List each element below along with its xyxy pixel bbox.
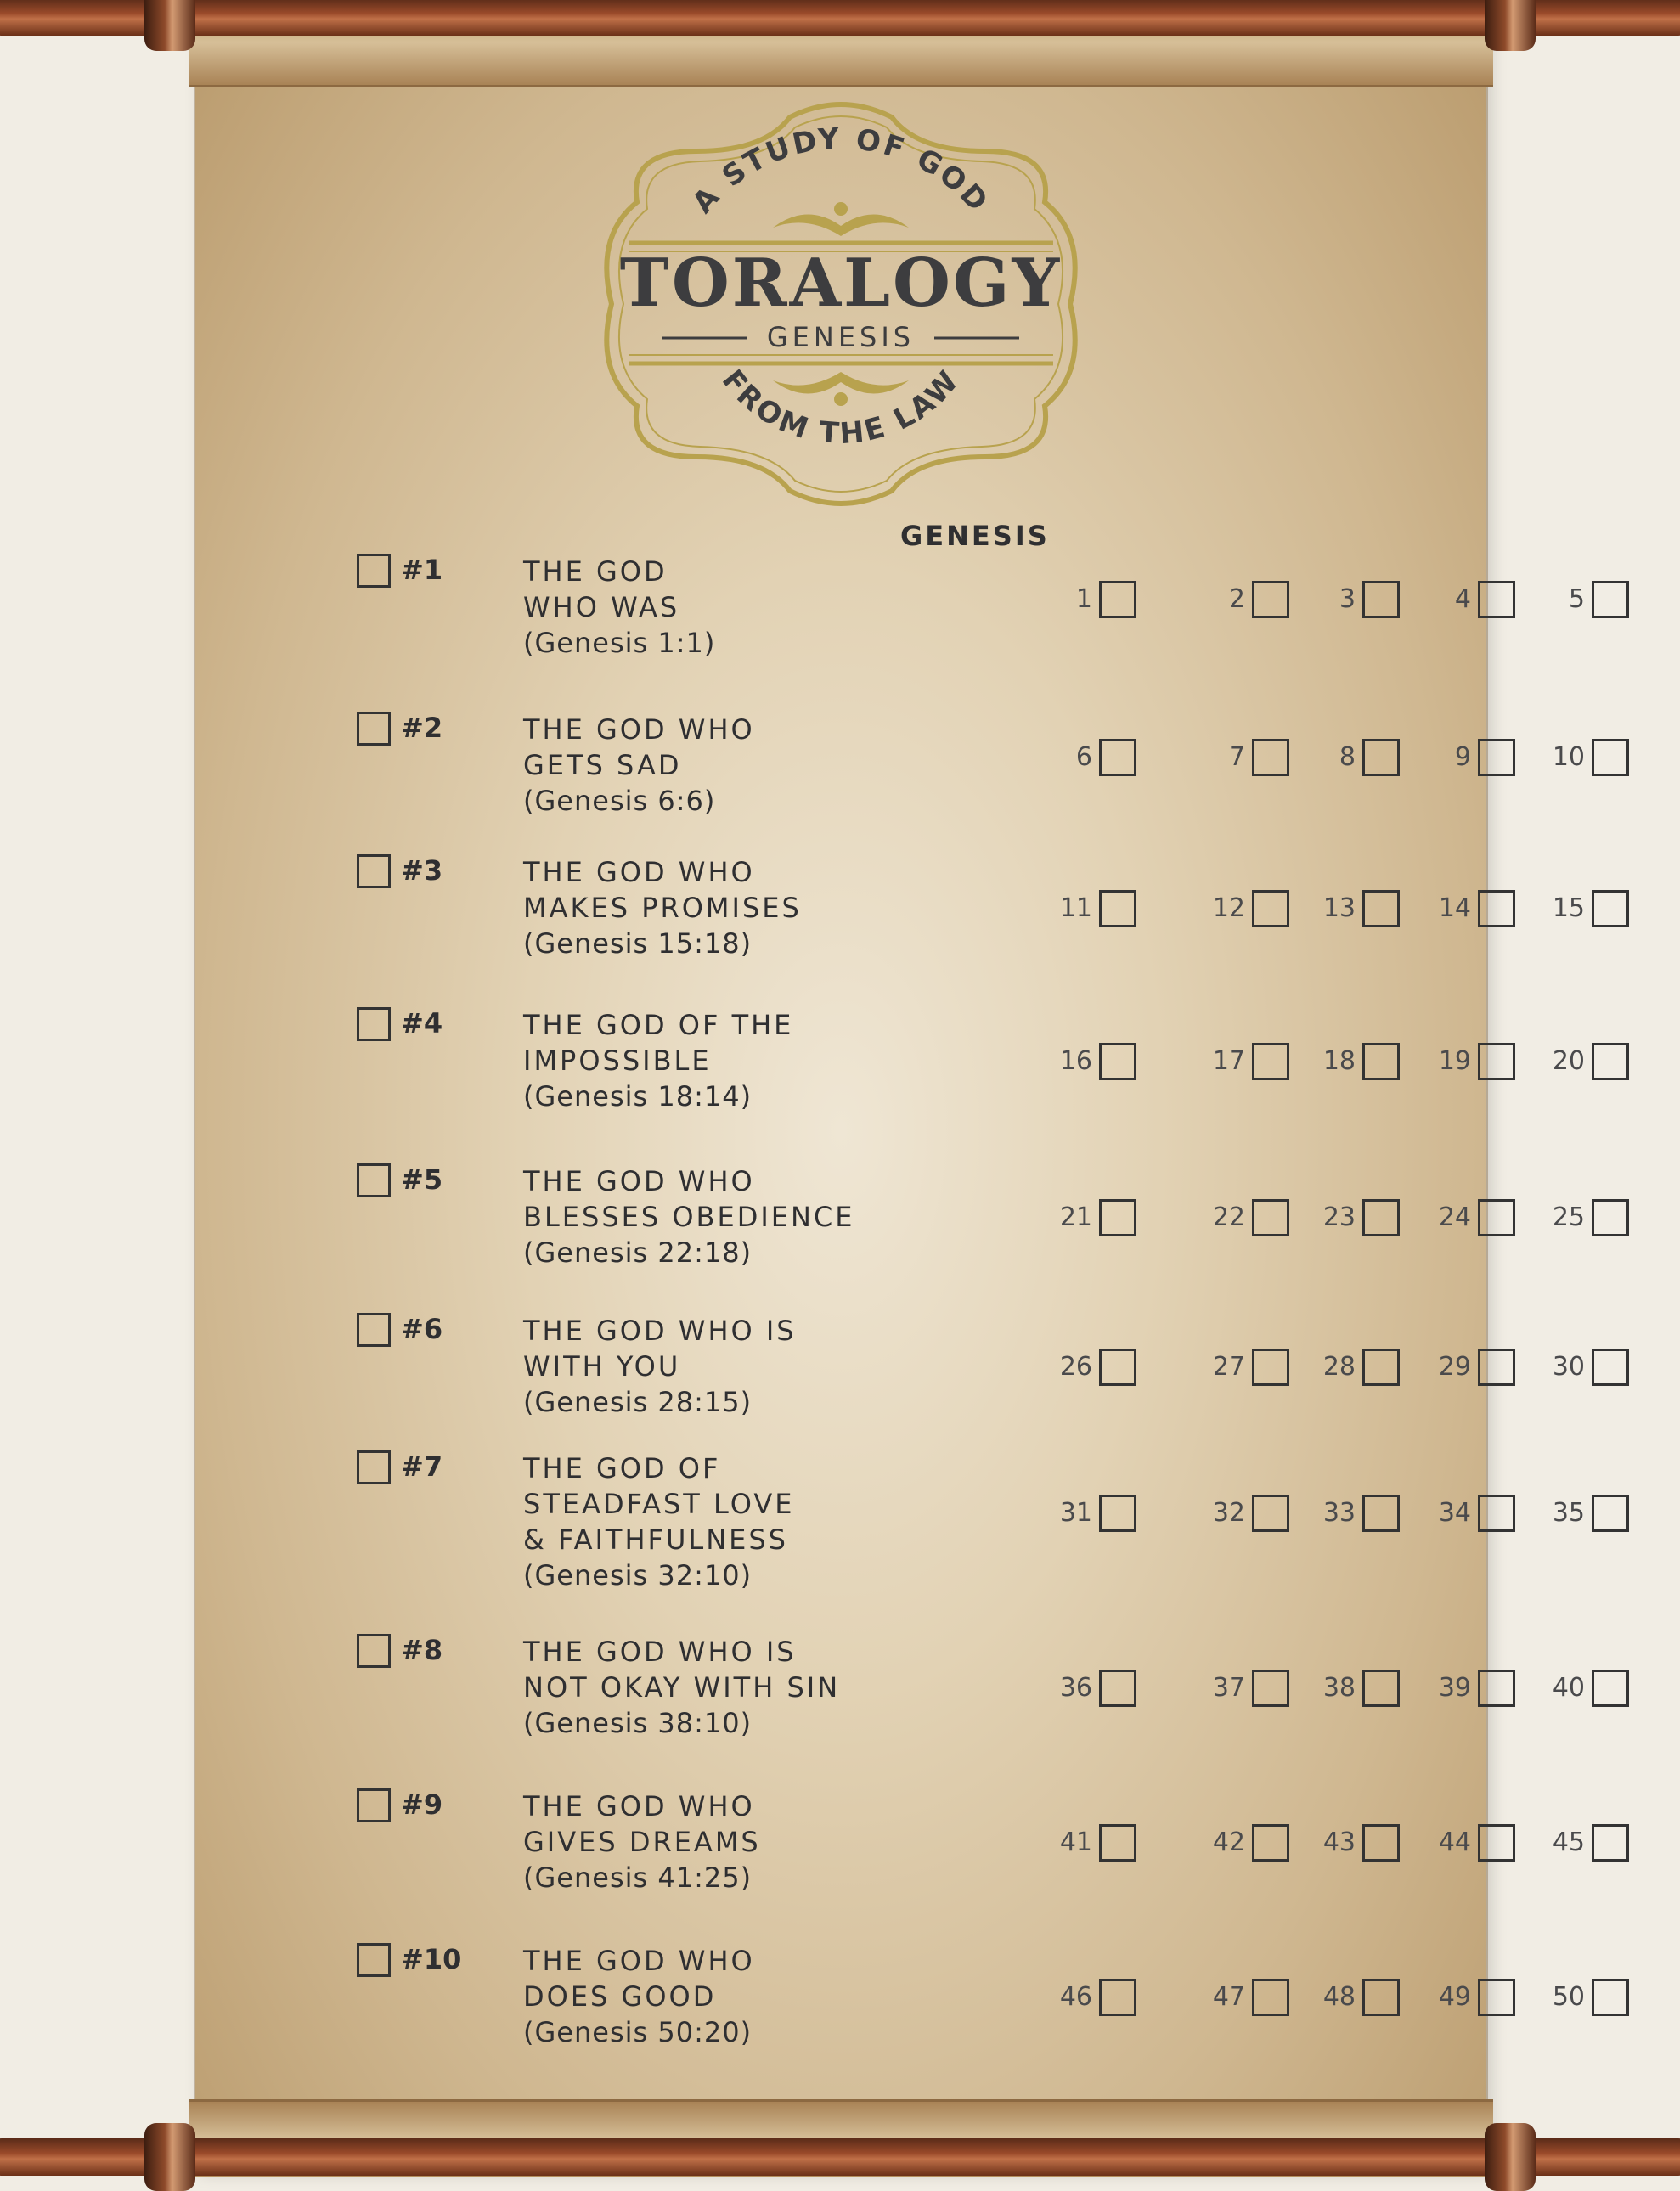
day-item bbox=[1357, 1495, 1629, 1532]
day-number: 23 bbox=[1322, 1203, 1356, 1232]
lesson-title-line: THE GOD WHO bbox=[523, 1945, 755, 1977]
day-tracker bbox=[890, 1495, 1585, 1532]
lesson-title bbox=[523, 554, 888, 661]
emblem-title: TORALOGY bbox=[619, 245, 1063, 322]
day-tracker bbox=[890, 581, 1585, 618]
lesson-title bbox=[523, 854, 888, 961]
day-checkbox[interactable] bbox=[1592, 1824, 1629, 1862]
day-item bbox=[1357, 1824, 1629, 1862]
lesson-number: #7 bbox=[401, 1450, 443, 1483]
day-number: 18 bbox=[1322, 1046, 1356, 1076]
day-number: 5 bbox=[1568, 584, 1585, 614]
lesson-checkbox[interactable] bbox=[357, 554, 391, 588]
lesson-title-line: THE GOD WHO IS bbox=[523, 1636, 797, 1668]
lesson-scripture-ref: (Genesis 22:18) bbox=[523, 1236, 753, 1269]
day-number: 25 bbox=[1552, 1203, 1585, 1232]
toralogy-emblem bbox=[578, 100, 1104, 508]
day-checkbox[interactable] bbox=[1592, 1349, 1629, 1386]
day-number: 36 bbox=[1059, 1673, 1092, 1703]
day-number: 38 bbox=[1322, 1673, 1356, 1703]
day-number: 12 bbox=[1212, 893, 1245, 923]
lesson-number: #3 bbox=[401, 854, 443, 887]
lesson-title bbox=[523, 1788, 888, 1895]
day-number: 31 bbox=[1059, 1498, 1092, 1528]
flourish-bottom-icon bbox=[773, 372, 909, 394]
day-checkbox[interactable] bbox=[1592, 1495, 1629, 1532]
lesson-title-line: WITH YOU bbox=[523, 1350, 681, 1383]
day-item bbox=[1357, 1199, 1629, 1236]
day-number: 16 bbox=[1059, 1046, 1092, 1076]
day-checkbox[interactable] bbox=[1592, 1043, 1629, 1080]
lesson-checkbox[interactable] bbox=[357, 854, 391, 888]
lesson-title-line: THE GOD WHO bbox=[523, 713, 755, 746]
day-number: 2 bbox=[1228, 584, 1245, 614]
lesson-checkbox[interactable] bbox=[357, 1313, 391, 1347]
day-number: 26 bbox=[1059, 1352, 1092, 1382]
day-item bbox=[1357, 739, 1629, 776]
scroll-rod-bottom bbox=[0, 2123, 1680, 2191]
day-number: 6 bbox=[1075, 742, 1092, 772]
day-checkbox[interactable] bbox=[1592, 1199, 1629, 1236]
day-number: 49 bbox=[1438, 1982, 1471, 2012]
lesson-title-line: THE GOD OF bbox=[523, 1452, 721, 1484]
lesson-number: #6 bbox=[401, 1313, 443, 1345]
day-number: 17 bbox=[1212, 1046, 1245, 1076]
day-number: 46 bbox=[1059, 1982, 1092, 2012]
day-checkbox[interactable] bbox=[1592, 739, 1629, 776]
day-checkbox[interactable] bbox=[1592, 581, 1629, 618]
lesson-title-line: IMPOSSIBLE bbox=[523, 1045, 712, 1077]
day-number: 47 bbox=[1212, 1982, 1245, 2012]
day-number: 41 bbox=[1059, 1828, 1092, 1857]
day-number: 34 bbox=[1438, 1498, 1471, 1528]
lesson-checkbox[interactable] bbox=[357, 1788, 391, 1822]
lesson-number: #5 bbox=[401, 1163, 443, 1196]
day-number: 50 bbox=[1552, 1982, 1585, 2012]
lesson-checkbox[interactable] bbox=[357, 1634, 391, 1668]
day-number: 32 bbox=[1212, 1498, 1245, 1528]
lesson-title bbox=[523, 1943, 888, 2050]
day-number: 20 bbox=[1552, 1046, 1585, 1076]
day-number: 30 bbox=[1552, 1352, 1585, 1382]
lesson-title bbox=[523, 1313, 888, 1420]
lesson-title-line: MAKES PROMISES bbox=[523, 892, 802, 924]
day-tracker bbox=[890, 1979, 1585, 2016]
lesson-checkbox[interactable] bbox=[357, 1450, 391, 1484]
lesson-title-line: BLESSES OBEDIENCE bbox=[523, 1201, 855, 1233]
lesson-number: #9 bbox=[401, 1788, 443, 1821]
lesson-title-line: WHO WAS bbox=[523, 591, 680, 623]
day-number: 24 bbox=[1438, 1203, 1471, 1232]
day-number: 19 bbox=[1438, 1046, 1471, 1076]
section-heading: GENESIS bbox=[900, 520, 1050, 552]
lesson-checkbox[interactable] bbox=[357, 1163, 391, 1197]
day-tracker bbox=[890, 1349, 1585, 1386]
day-checkbox[interactable] bbox=[1592, 1670, 1629, 1707]
emblem-bottom-arc-text: FROM THE LAW bbox=[714, 363, 967, 452]
day-number: 13 bbox=[1322, 893, 1356, 923]
lesson-title-line: & FAITHFULNESS bbox=[523, 1524, 788, 1556]
day-number: 4 bbox=[1454, 584, 1471, 614]
day-number: 9 bbox=[1454, 742, 1471, 772]
day-number: 10 bbox=[1552, 742, 1585, 772]
lesson-scripture-ref: (Genesis 18:14) bbox=[523, 1080, 753, 1112]
lesson-scripture-ref: (Genesis 32:10) bbox=[523, 1559, 753, 1591]
lesson-checkbox[interactable] bbox=[357, 1943, 391, 1977]
day-number: 11 bbox=[1059, 893, 1092, 923]
day-number: 45 bbox=[1552, 1828, 1585, 1857]
day-number: 42 bbox=[1212, 1828, 1245, 1857]
day-item bbox=[1357, 1043, 1629, 1080]
lesson-title-line: THE GOD OF THE bbox=[523, 1009, 794, 1041]
day-number: 7 bbox=[1228, 742, 1245, 772]
day-tracker bbox=[890, 1824, 1585, 1862]
day-checkbox[interactable] bbox=[1592, 1979, 1629, 2016]
lesson-title-line: THE GOD WHO bbox=[523, 1165, 755, 1197]
lesson-number: #2 bbox=[401, 712, 443, 744]
rod-knob-left bbox=[144, 2123, 195, 2191]
day-number: 22 bbox=[1212, 1203, 1245, 1232]
day-item bbox=[1357, 890, 1629, 927]
lesson-scripture-ref: (Genesis 1:1) bbox=[523, 627, 716, 659]
day-number: 48 bbox=[1322, 1982, 1356, 2012]
lesson-title bbox=[523, 1007, 888, 1114]
day-number: 44 bbox=[1438, 1828, 1471, 1857]
rod-knob-right bbox=[1485, 0, 1536, 51]
lesson-title-line: GIVES DREAMS bbox=[523, 1826, 761, 1858]
lesson-number: #1 bbox=[401, 554, 443, 586]
lesson-scripture-ref: (Genesis 41:25) bbox=[523, 1862, 753, 1894]
day-tracker bbox=[890, 739, 1585, 776]
emblem-top-arc-text: A STUDY OF GOD bbox=[685, 121, 996, 220]
lesson-title-line: DOES GOOD bbox=[523, 1980, 717, 2013]
lesson-title bbox=[523, 1163, 888, 1270]
day-tracker bbox=[890, 1043, 1585, 1080]
lesson-title-line: STEADFAST LOVE bbox=[523, 1488, 795, 1520]
lesson-title-line: THE GOD WHO bbox=[523, 856, 755, 888]
lesson-title-line: THE GOD WHO IS bbox=[523, 1315, 797, 1347]
lesson-scripture-ref: (Genesis 38:10) bbox=[523, 1707, 753, 1739]
day-number: 43 bbox=[1322, 1828, 1356, 1857]
day-number: 28 bbox=[1322, 1352, 1356, 1382]
scroll-rod-top bbox=[0, 0, 1680, 51]
day-number: 21 bbox=[1059, 1203, 1092, 1232]
lesson-scripture-ref: (Genesis 6:6) bbox=[523, 785, 716, 817]
day-number: 1 bbox=[1075, 584, 1092, 614]
lesson-scripture-ref: (Genesis 28:15) bbox=[523, 1386, 753, 1418]
day-number: 15 bbox=[1552, 893, 1585, 923]
day-number: 14 bbox=[1438, 893, 1471, 923]
day-checkbox[interactable] bbox=[1592, 890, 1629, 927]
day-item bbox=[1357, 581, 1629, 618]
day-number: 39 bbox=[1438, 1673, 1471, 1703]
day-item bbox=[1357, 1670, 1629, 1707]
lesson-title bbox=[523, 712, 888, 819]
lesson-title-line: NOT OKAY WITH SIN bbox=[523, 1671, 841, 1704]
lesson-title bbox=[523, 1450, 888, 1593]
rod-knob-left bbox=[144, 0, 195, 51]
lesson-title-line: THE GOD WHO bbox=[523, 1790, 755, 1822]
day-number: 3 bbox=[1339, 584, 1356, 614]
flourish-top-icon bbox=[773, 214, 909, 236]
lesson-title bbox=[523, 1634, 888, 1741]
lesson-checkbox[interactable] bbox=[357, 712, 391, 746]
day-tracker bbox=[890, 1199, 1585, 1236]
day-number: 33 bbox=[1322, 1498, 1356, 1528]
day-number: 27 bbox=[1212, 1352, 1245, 1382]
day-item bbox=[1357, 1349, 1629, 1386]
lesson-number: #8 bbox=[401, 1634, 443, 1666]
day-number: 37 bbox=[1212, 1673, 1245, 1703]
day-tracker bbox=[890, 1670, 1585, 1707]
lesson-checkbox[interactable] bbox=[357, 1007, 391, 1041]
day-item bbox=[1357, 1979, 1629, 2016]
day-number: 8 bbox=[1339, 742, 1356, 772]
day-number: 29 bbox=[1438, 1352, 1471, 1382]
lesson-scripture-ref: (Genesis 15:18) bbox=[523, 927, 753, 960]
lesson-title-line: THE GOD bbox=[523, 555, 668, 588]
rod-knob-right bbox=[1485, 2123, 1536, 2191]
lesson-number: #10 bbox=[401, 1943, 462, 1975]
day-number: 40 bbox=[1552, 1673, 1585, 1703]
lesson-title-line: GETS SAD bbox=[523, 749, 682, 781]
day-number: 35 bbox=[1552, 1498, 1585, 1528]
lesson-scripture-ref: (Genesis 50:20) bbox=[523, 2016, 753, 2048]
day-tracker bbox=[890, 890, 1585, 927]
emblem-subtitle: GENESIS bbox=[766, 321, 916, 353]
lesson-number: #4 bbox=[401, 1007, 443, 1039]
